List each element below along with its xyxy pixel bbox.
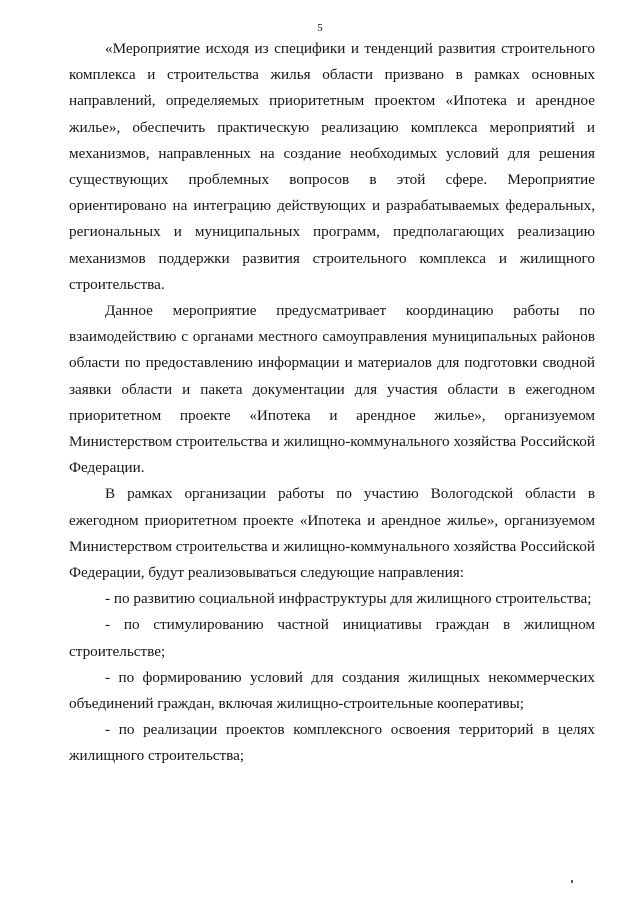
- paragraph-coordination: Данное мероприятие предусматривает координацию работы по взаимодействию с органами местного самоуправления муниципальных районов области по предоставлению информации и материалов для подготовки сводной заявки области и пакета документации для участия области в ежегодном приоритетном проекте «Ипотека и арендное жилье», организуемом Министерством строительства и жилищно-коммунального хозяйства Российской Федерации.: [69, 302, 595, 477]
- paragraph-event-purpose: «Мероприятие исходя из специфики и тенденций развития строительного комплекса и строительства жилья области призвано в рамках основных направлений, определяемых приоритетным проектом «Ипотека и арендное жилье», обеспечить практическую реализацию комплекса мероприятий и механизмов, направленных на создание необходимых условий для решения существующих проблемных вопросов в этой сфере. Мероприятие ориентировано на интеграцию действующих и разрабатываемых федеральных, региональных и муниципальных программ, предполагающих реализацию механизмов поддержки развития строительного комплекса и жилищного строительства.: [69, 40, 595, 293]
- list-item-private-initiative: - по стимулированию частной инициативы граждан в жилищном строительстве;: [69, 616, 595, 660]
- list-item-social-infrastructure: - по развитию социальной инфраструктуры для жилищного строительства;: [105, 590, 592, 608]
- list-item-housing-associations: - по формированию условий для создания жилищных некоммерческих объединений граждан, включая жилищно-строительные кооперативы;: [69, 668, 595, 713]
- scan-speck: [571, 880, 573, 883]
- list-item-territory-development: - по реализации проектов комплексного освоения территорий в целях жилищного строительства;: [69, 721, 595, 765]
- document-body: [69, 36, 595, 770]
- page-number: 5: [317, 22, 323, 34]
- paragraph-directions-intro: В рамках организации работы по участию Вологодской области в ежегодном приоритетном проекте «Ипотека и арендное жилье», организуемом Министерством строительства и жилищно-коммунального хозяйства Российской Федерации, будут реализовываться следующие направления:: [69, 485, 595, 582]
